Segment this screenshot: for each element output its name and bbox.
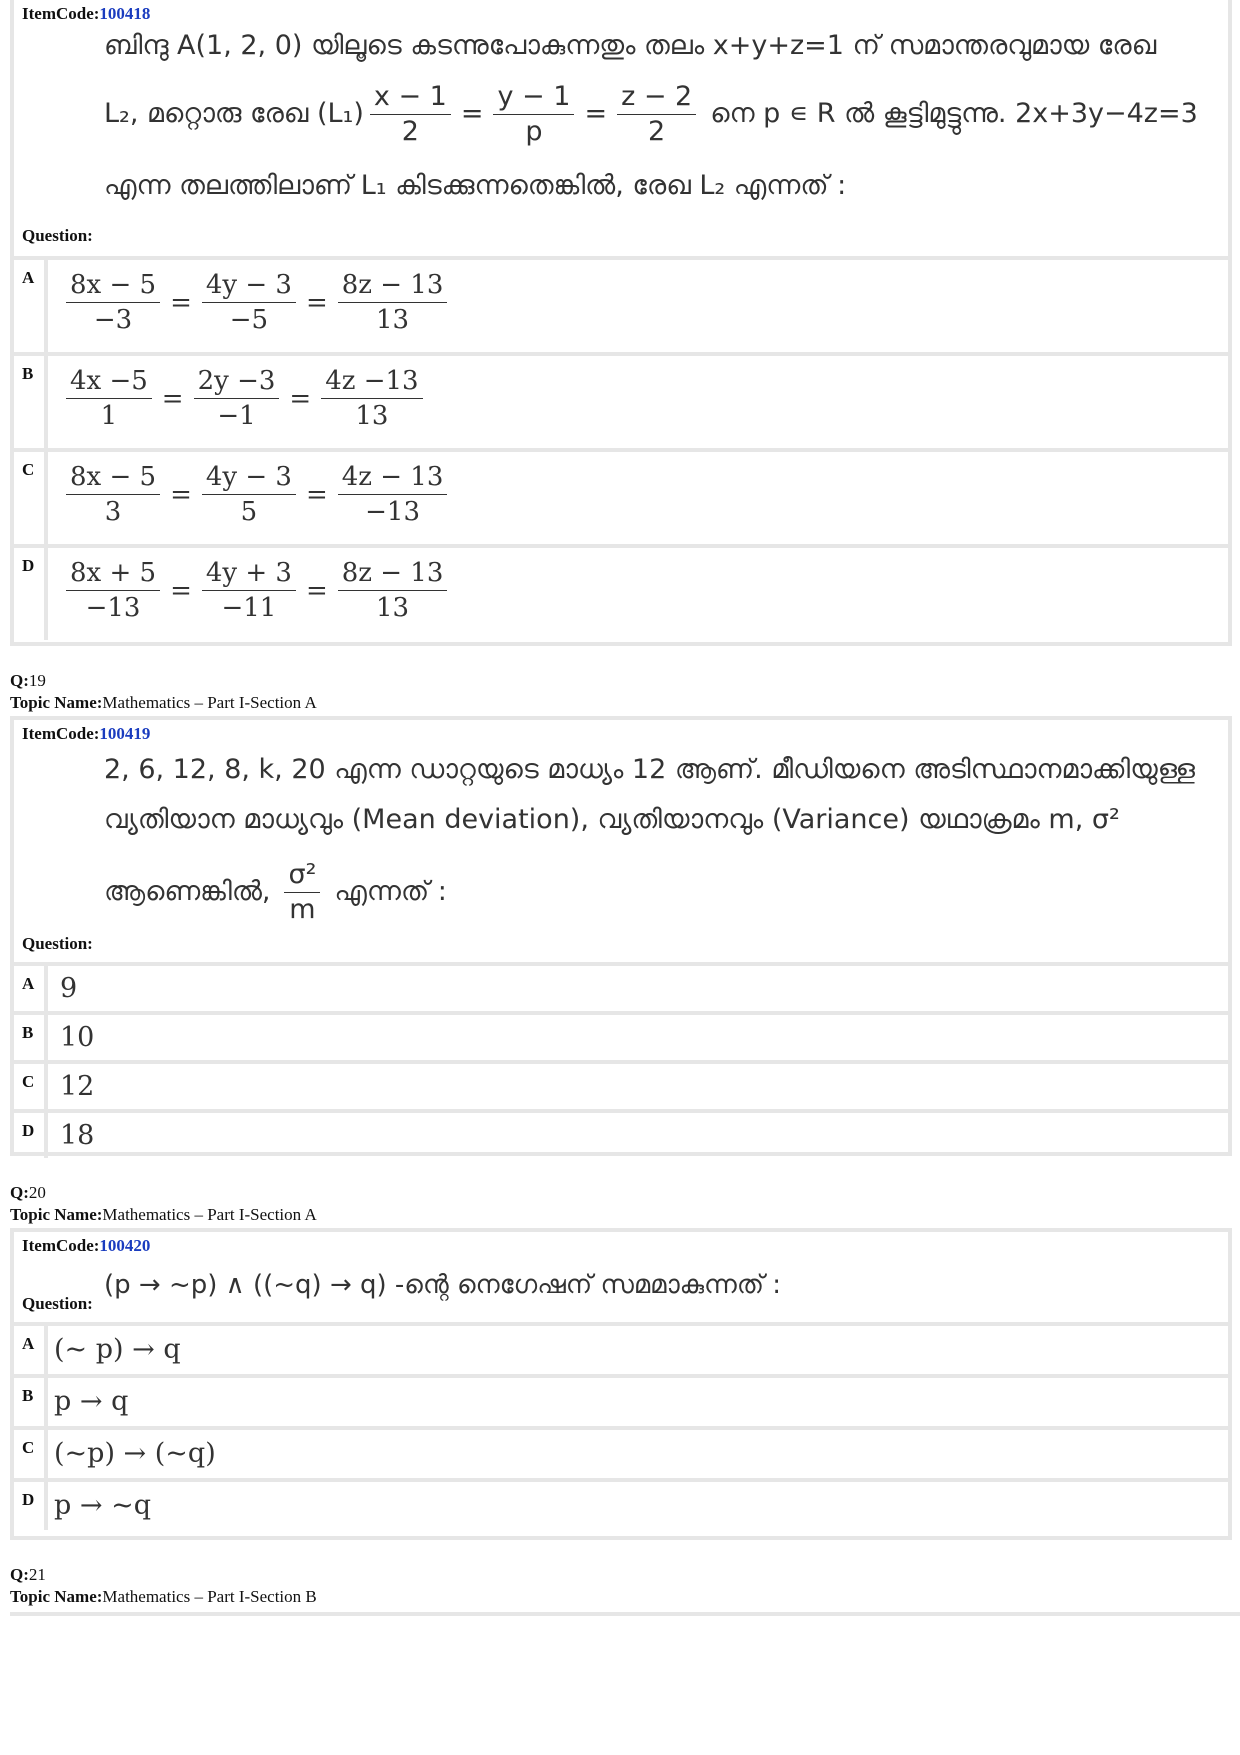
question-card-100418 bbox=[10, 0, 1232, 646]
question-label: Question: bbox=[22, 934, 93, 953]
option-d[interactable]: D 18 bbox=[14, 1109, 1228, 1158]
question-meta-19: Q:19 Topic Name:Mathematics – Part I-Section A bbox=[10, 671, 317, 712]
options-list bbox=[14, 962, 1228, 1158]
item-code: 100420 bbox=[99, 1236, 151, 1255]
topic-name: Mathematics – Part I-Section A bbox=[102, 693, 317, 712]
question-label: Question: bbox=[22, 226, 93, 245]
question-text: 2, 6, 12, 8, k, 20 എന്ന ഡാറ്റയുടെ മാധ്യം 12 ആണ്. മീഡിയനെ അടിസ്ഥാനമാക്കിയുള്ള വ്യതിയാന മാധ്യവും (Mean deviation), വ്യതിയാനവും (Variance) യഥാക്രമം m, σ² ആണെങ്കിൽ, $\frac{\text{σ²}}{m}$ എന്നത് : bbox=[104, 754, 1195, 925]
option-c[interactable]: C 12 bbox=[14, 1060, 1228, 1109]
question-label: Question: bbox=[22, 1294, 93, 1313]
item-code-row: ItemCode:100420 bbox=[22, 1236, 151, 1255]
item-code: 100418 bbox=[99, 4, 151, 23]
option-d[interactable]: D $\frac{8x + 5}{-13}$ = $\frac{4y + 3}{-11}$ = $\frac{8z - 13}{13}$ bbox=[14, 544, 1228, 640]
option-c[interactable]: C (~p) → (~q) bbox=[14, 1426, 1228, 1478]
question-number: 20 bbox=[28, 1183, 46, 1202]
question-card-100419 bbox=[10, 716, 1232, 1156]
option-c[interactable]: C $\frac{8x - 5}{3}$ = $\frac{4y - 3}{5}$ = $\frac{4z - 13}{-13}$ bbox=[14, 448, 1228, 544]
option-a[interactable]: A $\frac{8x - 5}{-3}$ = $\frac{4y - 3}{-5}$ = $\frac{8z - 13}{13}$ bbox=[14, 256, 1228, 352]
question-meta-21: Q:21 Topic Name:Mathematics – Part I-Section B bbox=[10, 1565, 317, 1606]
item-code-row: ItemCode:100419 bbox=[22, 724, 151, 743]
question-equation-line: L₂, മറ്റൊരു രേഖ (L₁) $\frac{x - 1}{2}$ = $\frac{y - 1}{p}$ = $\frac{z - 2}{2}$ നെ p ∊ R ൽ കൂട്ടിമുട്ടുന്നു. 2x+3y−4z=3 bbox=[104, 80, 1198, 147]
topic-name: Mathematics – Part I-Section B bbox=[102, 1587, 317, 1606]
item-code-row: ItemCode:100418 bbox=[22, 4, 151, 23]
section-divider bbox=[10, 1612, 1240, 1616]
question-text: (p → ~p) ∧ ((~q) → q) -ന്റെ നെഗേഷന് സമമാകുന്നത് : bbox=[104, 1270, 782, 1300]
option-a[interactable]: A (~ p) → q bbox=[14, 1322, 1228, 1374]
option-b[interactable]: B 10 bbox=[14, 1011, 1228, 1060]
question-text: ബിന്ദു A(1, 2, 0) യിലൂടെ കടന്നുപോകുന്നതും തലം x+y+z=1 ന് സമാന്തരവുമായ രേഖ L₂, മറ്റൊരു രേഖ (L₁) $\frac{x - 1}{2}$ = $\frac{y - 1}{p}$ = $\frac{z - 2}{2}$ നെ p ∊ R ൽ കൂട്ടിമുട്ടുന്നു. 2x+3y−4z=3 എന്ന തലത്തിലാണ് L₁ കിടക്കുന്നതെങ്കിൽ, രേഖ L₂ എന്നത് : bbox=[104, 30, 1216, 202]
topic-name: Mathematics – Part I-Section A bbox=[102, 1205, 317, 1224]
question-meta-20: Q:20 Topic Name:Mathematics – Part I-Section A bbox=[10, 1183, 317, 1224]
option-b[interactable]: B p → q bbox=[14, 1374, 1228, 1426]
option-b[interactable]: B $\frac{4x -5}{1}$ = $\frac{2y -3}{-1}$ = $\frac{4z -13}{13}$ bbox=[14, 352, 1228, 448]
question-number: 21 bbox=[28, 1565, 46, 1584]
question-number: 19 bbox=[28, 671, 46, 690]
options-list bbox=[14, 256, 1228, 640]
options-list bbox=[14, 1322, 1228, 1530]
option-a[interactable]: A 9 bbox=[14, 962, 1228, 1011]
option-d[interactable]: D p → ~q bbox=[14, 1478, 1228, 1530]
item-code: 100419 bbox=[99, 724, 151, 743]
question-card-100420 bbox=[10, 1228, 1232, 1540]
